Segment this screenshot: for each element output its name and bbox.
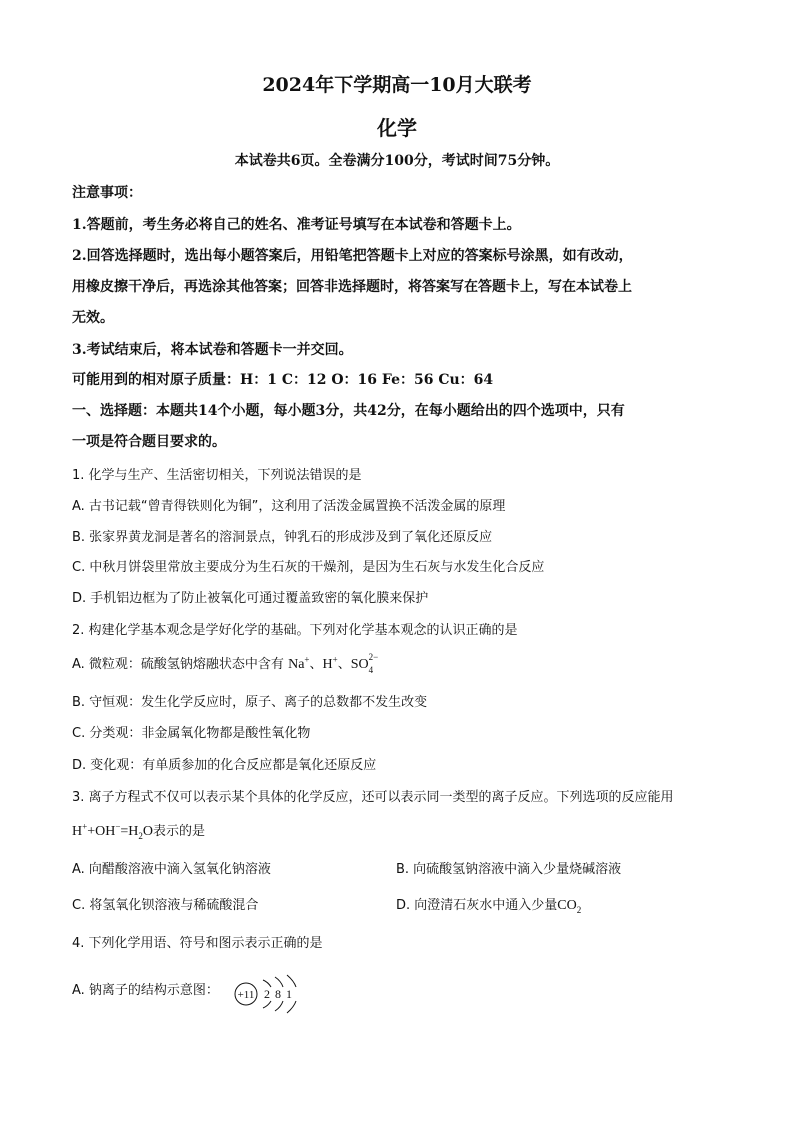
q1-stem: 1. 化学与生产、生活密切相关，下列说法错误的是 — [72, 468, 362, 483]
note-3: 3.考试结束后，将本试卷和答题卡一并交回。 — [72, 342, 353, 358]
co2-formula: $CO_2$ — [557, 898, 582, 915]
electron-shells: 2 8 1 — [264, 987, 293, 1001]
q1-option-b: B. 张家界黄龙洞是著名的溶洞景点，钟乳石的形成涉及到了氧化还原反应 — [72, 530, 493, 545]
section-1-heading-line-1: 一、选择题：本题共14个小题，每小题3分，共42分，在每小题给出的四个选项中，只有 — [72, 403, 625, 419]
shell-arc-2-bottom — [275, 1001, 283, 1011]
exam-info: 本试卷共6页。全卷满分100分，考试时间75分钟。 — [234, 153, 560, 169]
separator: 、 — [337, 657, 351, 672]
q3-option-c: C. 将氢氧化钡溶液与稀硫酸混合 — [72, 898, 259, 913]
q3-stem: 3. 离子方程式不仅可以表示某个具体的化学反应，还可以表示同一类型的离子反应。下列选项的反应能用 — [72, 790, 674, 805]
q1-option-d: D. 手机铝边框为了防止被氧化可通过覆盖致密的氧化膜来保护 — [72, 591, 429, 606]
subject-title: 化学 — [377, 116, 417, 140]
sodium-structure-diagram — [234, 974, 304, 1014]
shell-arc-2-top — [275, 977, 283, 987]
note-1: 1.答题前，考生务必将自己的姓名、准考证号填写在本试卷和答题卡上。 — [72, 217, 521, 233]
q2-option-c: C. 分类观：非金属氧化物都是酸性氧化物 — [72, 726, 311, 741]
q4-stem: 4. 下列化学用语、符号和图示表示正确的是 — [72, 936, 323, 951]
q2-option-b: B. 守恒观：发生化学反应时，原子、离子的总数都不发生改变 — [72, 695, 428, 710]
ion-h: H+ — [322, 654, 338, 672]
q4-option-a: A. 钠离子的结构示意图： — [72, 983, 219, 998]
shell-arc-3-bottom — [287, 1001, 296, 1013]
q3-option-b: B. 向硫酸氢钠溶液中滴入少量烧碱溶液 — [396, 862, 622, 877]
q1-option-c: C. 中秋月饼袋里常放主要成分为生石灰的干燥剂，是因为生石灰与水发生化合反应 — [72, 560, 545, 575]
note-2-line-3: 无效。 — [72, 310, 114, 326]
shell-arc-1-bottom — [263, 1001, 271, 1008]
q3-option-d — [396, 894, 581, 915]
shell-arc-3-top — [287, 975, 296, 987]
note-2-line-1: 2.回答选择题时，选出每小题答案后，用铅笔把答题卡上对应的答案标号涂黑，如有改动， — [72, 248, 633, 264]
notes-heading: 注意事项： — [72, 185, 142, 201]
atomic-masses: 可能用到的相对原子质量：H：1 C：12 O：16 Fe：56 Cu：64 — [72, 372, 494, 388]
q2-option-a — [72, 653, 732, 673]
exam-title: 2024年下学期高一10月大联考 — [262, 74, 532, 96]
ionic-equation: $H^++OH^-=H_2O$ — [72, 821, 154, 841]
q3-stem-end: 表示的是 — [153, 824, 206, 839]
q1-option-a: A. 古书记载“曾青得铁则化为铜”，这利用了活泼金属置换不活泼金属的原理 — [72, 499, 506, 514]
q3-option-a: A. 向醋酸溶液中滴入氢氧化钠溶液 — [72, 862, 271, 877]
section-1-heading-line-2: 一项是符合题目要求的。 — [72, 434, 226, 450]
ion-na: Na+ — [288, 654, 310, 672]
q2-option-a-text: A. 微粒观：硫酸氢钠熔融状态中含有 — [72, 657, 284, 672]
q2-option-d: D. 变化观：有单质参加的化合反应都是氧化还原反应 — [72, 758, 377, 773]
q3-equation-line — [72, 820, 732, 841]
q3-option-d-text: D. 向澄清石灰水中通入少量 — [396, 898, 558, 913]
note-2-line-2: 用橡皮擦干净后，再选涂其他答案；回答非选择题时，将答案写在答题卡上，写在本试卷上 — [72, 279, 632, 295]
ion-sulfate: SO 2− 4 — [350, 652, 379, 675]
q2-stem: 2. 构建化学基本观念是学好化学的基础。下列对化学基本观念的认识正确的是 — [72, 623, 518, 638]
separator: 、 — [309, 657, 323, 672]
shell-arc-1-top — [263, 980, 271, 987]
nucleus-charge: +11 — [237, 989, 255, 1001]
